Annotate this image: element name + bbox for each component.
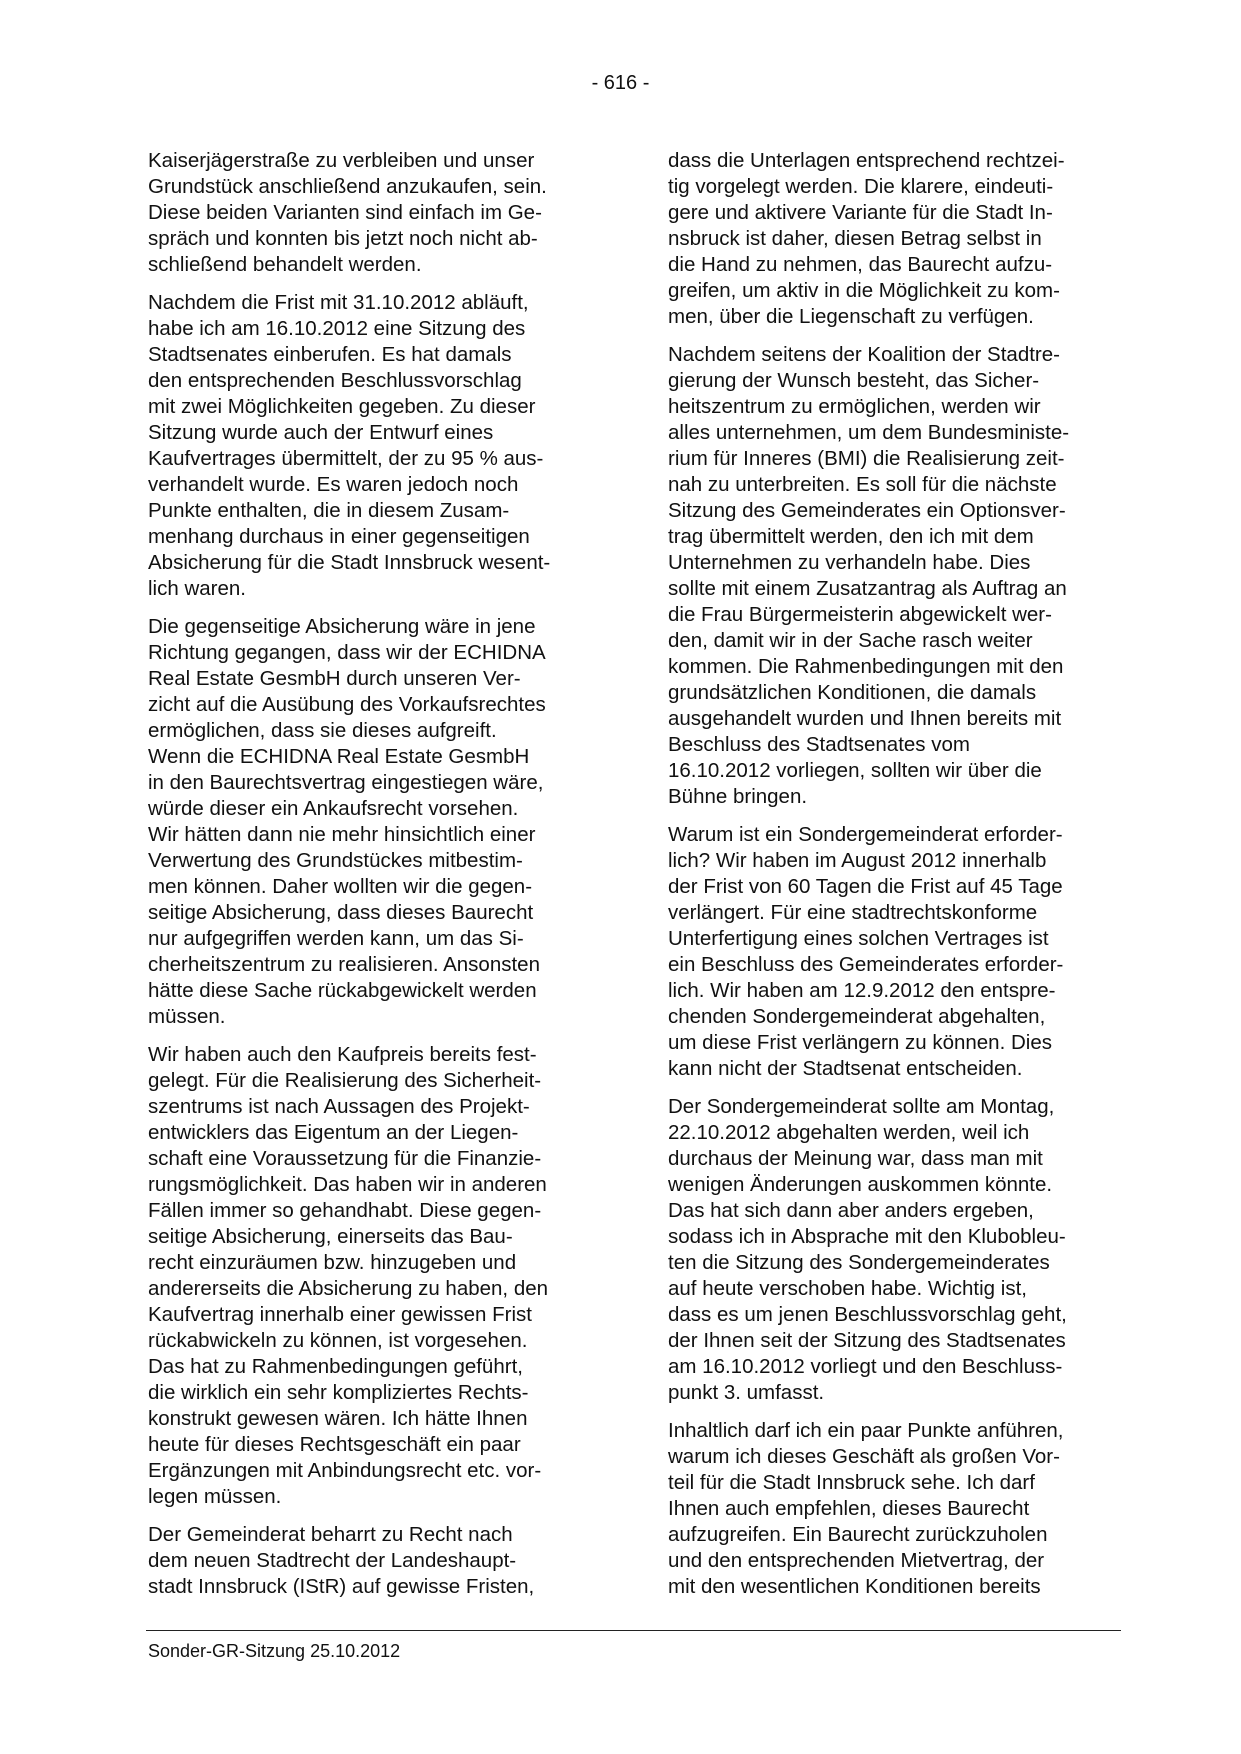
paragraph-gap: [148, 1030, 596, 1042]
text-line: um diese Frist verlängern zu können. Dies: [668, 1031, 1052, 1054]
text-line: nur aufgegriffen werden kann, um das Si-: [148, 927, 524, 950]
text-line: Die gegenseitige Absicherung wäre in jene: [148, 615, 536, 638]
text-line: und den entsprechenden Mietvertrag, der: [668, 1549, 1045, 1572]
text-line: der Ihnen seit der Sitzung des Stadtsenates: [668, 1329, 1066, 1352]
text-line: Absicherung für die Stadt Innsbruck wesent-: [148, 551, 551, 574]
text-line: die Hand zu nehmen, das Baurecht aufzu-: [668, 253, 1053, 276]
text-line: Der Gemeinderat beharrt zu Recht nach: [148, 1523, 513, 1546]
text-line: Inhaltlich darf ich ein paar Punkte anführen,: [668, 1419, 1064, 1442]
text-line: mit den wesentlichen Konditionen bereits: [668, 1575, 1041, 1598]
text-line: heute für dieses Rechtsgeschäft ein paar: [148, 1433, 521, 1456]
text-line: sollte mit einem Zusatzantrag als Auftrag an: [668, 577, 1067, 600]
text-line: schließend behandelt werden.: [148, 253, 422, 276]
text-line: szentrums ist nach Aussagen des Projekt-: [148, 1095, 530, 1118]
paragraph: [148, 148, 596, 278]
text-line: punkt 3. umfasst.: [668, 1381, 825, 1404]
text-line: seitige Absicherung, dass dieses Baurecht: [148, 901, 534, 924]
paragraph-gap: [668, 810, 1116, 822]
text-line: Stadtsenates einberufen. Es hat damals: [148, 343, 512, 366]
text-line: legen müssen.: [148, 1485, 282, 1508]
footer-divider: [146, 1630, 1121, 1631]
text-line: Bühne bringen.: [668, 785, 808, 808]
text-line: ten die Sitzung des Sondergemeinderates: [668, 1251, 1050, 1274]
text-line: Fällen immer so gehandhabt. Diese gegen-: [148, 1199, 542, 1222]
paragraph: [668, 342, 1116, 810]
text-line: der Frist von 60 Tagen die Frist auf 45 Tage: [668, 875, 1063, 898]
text-line: tig vorgelegt werden. Die klarere, eindeuti-: [668, 175, 1054, 198]
paragraph: [148, 290, 596, 602]
paragraph: [668, 1418, 1116, 1600]
footer-session-label: Sonder-GR-Sitzung 25.10.2012: [148, 1641, 401, 1661]
text-line: kommen. Die Rahmenbedingungen mit den: [668, 655, 1064, 678]
text-line: Beschluss des Stadtsenates vom: [668, 733, 970, 756]
text-line: Warum ist ein Sondergemeinderat erforder-: [668, 823, 1063, 846]
text-line: greifen, um aktiv in die Möglichkeit zu kom-: [668, 279, 1060, 302]
text-line: Wir haben auch den Kaufpreis bereits fest-: [148, 1043, 537, 1066]
text-line: Sitzung des Gemeinderates ein Optionsver-: [668, 499, 1066, 522]
text-line: 16.10.2012 vorliegen, sollten wir über die: [668, 759, 1042, 782]
text-line: grundsätzlichen Konditionen, die damals: [668, 681, 1037, 704]
paragraph: [148, 1042, 596, 1510]
text-line: Verwertung des Grundstückes mitbestim-: [148, 849, 523, 872]
text-line: schaft eine Voraussetzung für die Finanzie-: [148, 1147, 542, 1170]
text-line: nsbruck ist daher, diesen Betrag selbst in: [668, 227, 1042, 250]
text-line: rungsmöglichkeit. Das haben wir in anderen: [148, 1173, 547, 1196]
text-line: Grundstück anschließend anzukaufen, sein.: [148, 175, 547, 198]
text-line: andererseits die Absicherung zu haben, den: [148, 1277, 549, 1300]
text-line: Wir hätten dann nie mehr hinsichtlich einer: [148, 823, 536, 846]
text-line: Der Sondergemeinderat sollte am Montag,: [668, 1095, 1055, 1118]
text-line: würde dieser ein Ankaufsrecht vorsehen.: [148, 797, 519, 820]
text-line: dem neuen Stadtrecht der Landeshaupt-: [148, 1549, 517, 1572]
text-line: die Frau Bürgermeisterin abgewickelt wer-: [668, 603, 1052, 626]
text-line: rückabwickeln zu können, ist vorgesehen.: [148, 1329, 528, 1352]
text-line: Kaufvertrages übermittelt, der zu 95 % aus-: [148, 447, 544, 470]
text-line: heitszentrum zu ermöglichen, werden wir: [668, 395, 1041, 418]
text-line: hätte diese Sache rückabgewickelt werden: [148, 979, 537, 1002]
text-line: gere und aktivere Variante für die Stadt In-: [668, 201, 1053, 224]
text-line: Ergänzungen mit Anbindungsrecht etc. vor-: [148, 1459, 542, 1482]
paragraph-gap: [668, 330, 1116, 342]
text-line: 22.10.2012 abgehalten werden, weil ich: [668, 1121, 1030, 1144]
text-line: auf heute verschoben habe. Wichtig ist,: [668, 1277, 1027, 1300]
paragraph-gap: [668, 1082, 1116, 1094]
paragraph: [668, 822, 1116, 1082]
paragraph: [668, 148, 1116, 330]
text-line: rium für Inneres (BMI) die Realisierung zeit-: [668, 447, 1065, 470]
page-number: - 616 -: [591, 72, 650, 94]
text-line: teil für die Stadt Innsbruck sehe. Ich darf: [668, 1471, 1035, 1494]
text-line: dass es um jenen Beschlussvorschlag geht,: [668, 1303, 1067, 1326]
text-line: Das hat zu Rahmenbedingungen geführt,: [148, 1355, 523, 1378]
paragraph: [668, 1094, 1116, 1406]
text-line: Ihnen auch empfehlen, dieses Baurecht: [668, 1497, 1030, 1520]
text-line: trag übermittelt werden, den ich mit dem: [668, 525, 1034, 548]
text-line: Punkte enthalten, die in diesem Zusam-: [148, 499, 510, 522]
text-line: entwicklers das Eigentum an der Liegen-: [148, 1121, 519, 1144]
text-line: alles unternehmen, um dem Bundesministe-: [668, 421, 1070, 444]
text-line: lich? Wir haben im August 2012 innerhalb: [668, 849, 1047, 872]
text-line: Kaufvertrag innerhalb einer gewissen Frist: [148, 1303, 532, 1326]
text-line: men können. Daher wollten wir die gegen-: [148, 875, 533, 898]
text-line: in den Baurechtsvertrag eingestiegen wäre,: [148, 771, 544, 794]
text-line: Unternehmen zu verhandeln habe. Dies: [668, 551, 1031, 574]
paragraph: [148, 614, 596, 1030]
text-line: lich waren.: [148, 577, 246, 600]
text-line: den, damit wir in der Sache rasch weiter: [668, 629, 1033, 652]
text-line: Richtung gegangen, dass wir der ECHIDNA: [148, 641, 546, 664]
text-line: konstrukt gewesen wären. Ich hätte Ihnen: [148, 1407, 528, 1430]
text-line: verhandelt wurde. Es waren jedoch noch: [148, 473, 519, 496]
text-line: kann nicht der Stadtsenat entscheiden.: [668, 1057, 1023, 1080]
text-line: dass die Unterlagen entsprechend rechtzei-: [668, 149, 1065, 172]
text-line: aufzugreifen. Ein Baurecht zurückzuholen: [668, 1523, 1048, 1546]
text-line: nah zu unterbreiten. Es soll für die nächste: [668, 473, 1057, 496]
text-line: cherheitszentrum zu realisieren. Ansonsten: [148, 953, 540, 976]
text-line: stadt Innsbruck (IStR) auf gewisse Fristen,: [148, 1575, 535, 1598]
text-line: gierung der Wunsch besteht, das Sicher-: [668, 369, 1040, 392]
paragraph: [148, 1522, 596, 1600]
text-line: Das hat sich dann aber anders ergeben,: [668, 1199, 1034, 1222]
text-line: recht einzuräumen bzw. hinzugeben und: [148, 1251, 517, 1274]
text-line: mit zwei Möglichkeiten gegeben. Zu dieser: [148, 395, 536, 418]
text-line: Real Estate GesmbH durch unseren Ver-: [148, 667, 521, 690]
text-line: sodass ich in Absprache mit den Klubobleu-: [668, 1225, 1066, 1248]
paragraph-gap: [148, 278, 596, 290]
text-line: Wenn die ECHIDNA Real Estate GesmbH: [148, 745, 530, 768]
text-line: ermöglichen, dass sie dieses aufgreift.: [148, 719, 497, 742]
text-line: Diese beiden Varianten sind einfach im Ge-: [148, 201, 542, 224]
paragraph-gap: [148, 602, 596, 614]
text-line: menhang durchaus in einer gegenseitigen: [148, 525, 530, 548]
text-line: Unterfertigung eines solchen Vertrages ist: [668, 927, 1049, 950]
text-line: müssen.: [148, 1005, 226, 1028]
text-line: gelegt. Für die Realisierung des Sicherheit-: [148, 1069, 542, 1092]
text-line: chenden Sondergemeinderat abgehalten,: [668, 1005, 1046, 1028]
text-line: den entsprechenden Beschlussvorschlag: [148, 369, 522, 392]
text-line: Kaiserjägerstraße zu verbleiben und unser: [148, 149, 535, 172]
left-text-column: [148, 148, 596, 1600]
text-line: Nachdem die Frist mit 31.10.2012 abläuft,: [148, 291, 529, 314]
right-text-column: [668, 148, 1116, 1600]
text-line: ausgehandelt wurden und Ihnen bereits mit: [668, 707, 1062, 730]
text-line: die wirklich ein sehr kompliziertes Rechts-: [148, 1381, 529, 1404]
text-line: zicht auf die Ausübung des Vorkaufsrechtes: [148, 693, 546, 716]
text-line: habe ich am 16.10.2012 eine Sitzung des: [148, 317, 526, 340]
text-line: Sitzung wurde auch der Entwurf eines: [148, 421, 494, 444]
text-line: seitige Absicherung, einerseits das Bau-: [148, 1225, 513, 1248]
text-line: ein Beschluss des Gemeinderates erforder-: [668, 953, 1064, 976]
text-line: warum ich dieses Geschäft als großen Vor-: [668, 1445, 1060, 1468]
paragraph-gap: [668, 1406, 1116, 1418]
text-line: am 16.10.2012 vorliegt und den Beschluss-: [668, 1355, 1063, 1378]
text-line: Nachdem seitens der Koalition der Stadtre-: [668, 343, 1060, 366]
text-line: men, über die Liegenschaft zu verfügen.: [668, 305, 1034, 328]
text-line: wenigen Änderungen auskommen könnte.: [668, 1173, 1053, 1196]
paragraph-gap: [148, 1510, 596, 1522]
text-line: spräch und konnten bis jetzt noch nicht ab-: [148, 227, 538, 250]
text-line: durchaus der Meinung war, dass man mit: [668, 1147, 1043, 1170]
text-line: verlängert. Für eine stadtrechtskonforme: [668, 901, 1038, 924]
text-line: lich. Wir haben am 12.9.2012 den entspre-: [668, 979, 1056, 1002]
